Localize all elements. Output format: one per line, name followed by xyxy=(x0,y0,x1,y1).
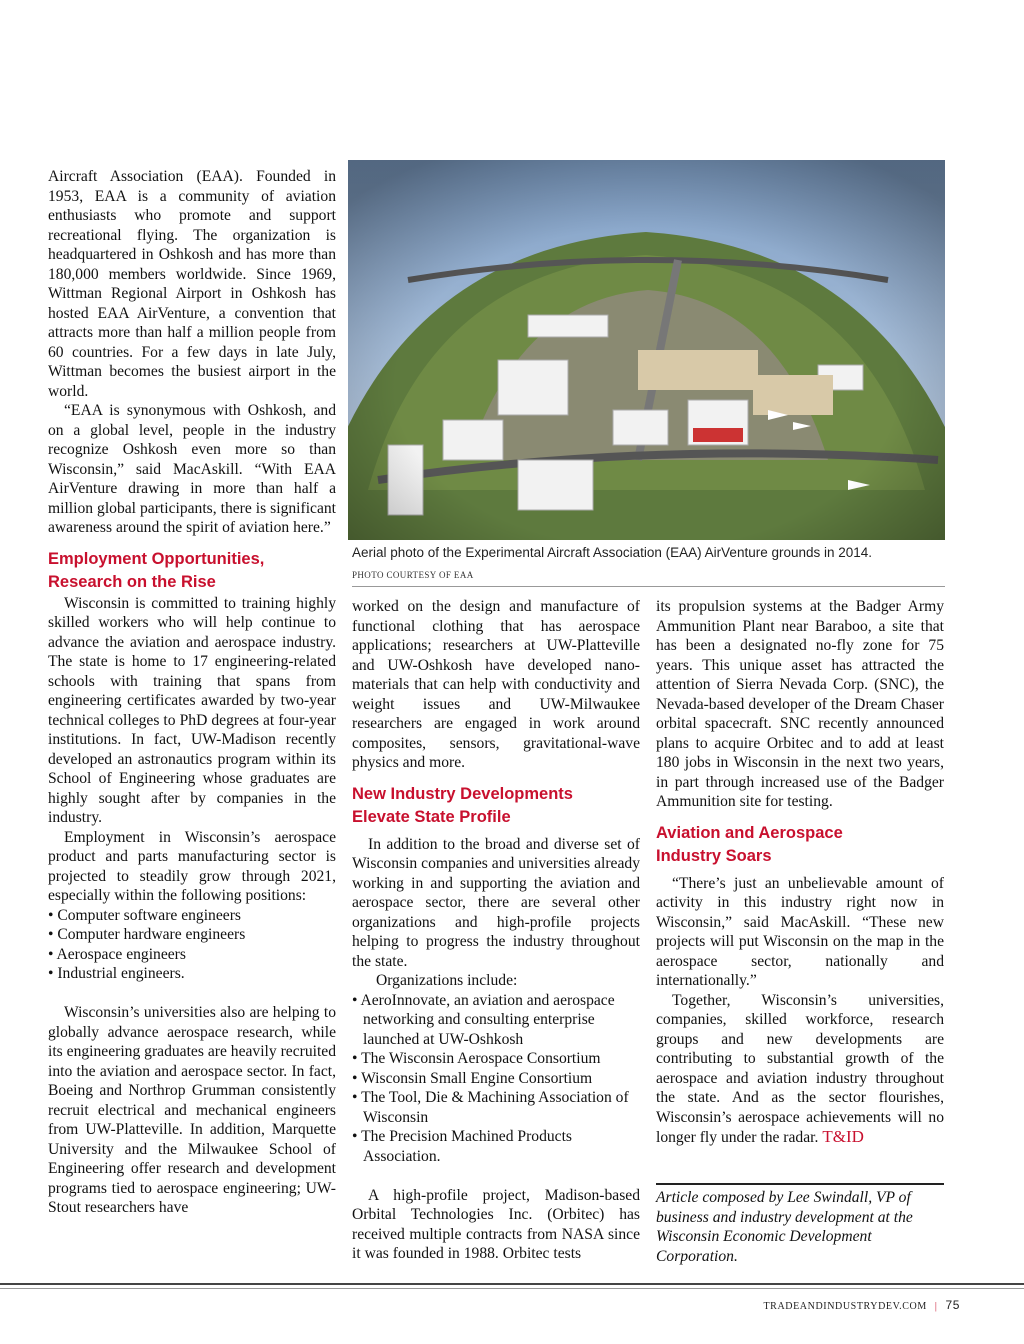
heading-line: Industry Soars xyxy=(656,846,772,865)
end-mark: T&ID xyxy=(822,1127,864,1146)
list-item: • The Precision Machined Products Association. xyxy=(352,1128,572,1165)
paragraph: Employment in Wisconsin’s aerospace product and parts manufacturing sector is projected to steadily grow through 2021, especially within the following positions: xyxy=(48,828,336,904)
list-item: • The Tool, Die & Machining Association of Wisconsin xyxy=(352,1089,629,1126)
list-item: • Industrial engineers. xyxy=(48,965,185,982)
list-item: • AeroInnovate, an aviation and aerospace networking and consulting enterprise launched at UW-Oshkosh xyxy=(352,991,615,1048)
caption-divider xyxy=(352,586,945,587)
positions-list xyxy=(48,906,336,984)
article-column-3 xyxy=(656,597,944,1148)
paragraph: Wisconsin’s universities also are helping to globally advance aerospace research, while its engineering graduates are heavily recruited into the aviation and aerospace sector. In fact, Boeing and Northrop Grumman consistently recruit electrical and mechanical engineers from UW-Platteville. In addition, Marquette University and the Milwaukee School of Engineering offer research and development programs tied to aerospace engineering; UW-Stout researchers have xyxy=(48,1004,336,1216)
paragraph: its propulsion systems at the Badger Army Ammunition Plant near Baraboo, a site that has been a designated no-fly zone for 75 years. This unique asset has attracted the attention of Sierra Nevada Corp. (SNC), the Nevada-based developer of the Dream Chaser orbital spacecraft. SNC recently announced plans to acquire Orbitec and to add at least 180 jobs in Wisconsin in the next two years, in part through increased use of the Badger Ammunition site for testing. xyxy=(656,598,944,810)
paragraph xyxy=(656,991,944,1148)
list-item: • The Wisconsin Aerospace Consortium xyxy=(352,1050,601,1067)
aerial-photo xyxy=(348,160,945,540)
section-heading-employment xyxy=(48,548,336,594)
photo-credit: PHOTO COURTESY OF EAA xyxy=(352,570,474,580)
paragraph: “There’s just an unbelievable amount of activity in this industry right now in Wisconsin,” said MacAskill. “These new projects will put Wisconsin on the map in the aerospace sector, nationally and internationally.” xyxy=(656,874,944,989)
paragraph: Organizations include: xyxy=(376,972,518,989)
paragraph-text: Together, Wisconsin’s universities, companies, skilled workforce, research groups and new developments are contributing to substantial growth of the aerospace and aviation industry throughout the state. And as the sector flourishes, Wisconsin’s aerospace achievements will no longer fly under the radar. xyxy=(656,991,944,1146)
footer-separator: | xyxy=(934,1301,938,1312)
footer-site: TRADEANDINDUSTRYDEV.COM xyxy=(763,1301,927,1312)
article-column-1 xyxy=(48,167,336,1218)
section-heading-aviation xyxy=(656,822,944,868)
page-footer xyxy=(763,1298,960,1312)
footer-rule xyxy=(0,1288,1024,1289)
list-item: • Computer hardware engineers xyxy=(48,926,246,943)
list-item: • Aerospace engineers xyxy=(48,945,186,963)
heading-line: Employment Opportunities, xyxy=(48,549,265,568)
footer-rule xyxy=(0,1283,1024,1285)
list-item: • Computer software engineers xyxy=(48,906,241,924)
paragraph: A high-profile project, Madison-based Orbital Technologies Inc. (Orbitec) has received multiple contracts from NASA since it was founded in 1988. Orbitec tests xyxy=(352,1186,640,1262)
heading-line: Research on the Rise xyxy=(48,572,216,591)
heading-line: Elevate State Profile xyxy=(352,807,511,826)
heading-line: New Industry Developments xyxy=(352,784,573,803)
paragraph: worked on the design and manufacture of functional clothing that has aerospace applications; researchers at UW-Platteville and UW-Oshkosh have developed nano-materials that can help with conductivity and weight issues and UW-Milwaukee researchers are engaged in work around composites, sensors, gravitational-wave physics and more. xyxy=(352,598,640,771)
paragraph: In addition to the broad and diverse set of Wisconsin companies and universities already working in and supporting the aviation and aerospace sector, there are several other organizations and high-profile projects helping to progress the industry throughout the state. xyxy=(352,835,640,970)
paragraph: Wisconsin is committed to training highly skilled workers who will help continue to advance the aviation and aerospace industry. The state is home to 17 engineering-related schools with training that spans from engineering certificates awarded by two-year technical colleges to PhD degrees at four-year institutions. In fact, UW-Madison recently developed an astronautics program within its School of Engineering whose graduates are highly sought after by companies in the industry. xyxy=(48,594,336,826)
author-bio: Article composed by Lee Swindall, VP of business and industry development at the Wisconsin Economic Development Corporation. xyxy=(656,1189,913,1265)
paragraph: “EAA is synonymous with Oshkosh, and on a global level, people in the industry recognize Oshkosh even more so than Wisconsin,” said MacAskill. “With EAA AirVenture drawing in more than half a million global participants, there is significant awareness around the spirit of aviation here.” xyxy=(48,402,336,536)
heading-line: Aviation and Aerospace xyxy=(656,823,843,842)
section-heading-new-developments xyxy=(352,783,640,829)
bio-divider xyxy=(656,1183,944,1185)
organizations-list xyxy=(352,991,640,1167)
photo-caption: Aerial photo of the Experimental Aircraft Association (EAA) AirVenture grounds in 2014. xyxy=(352,545,873,560)
paragraph: Aircraft Association (EAA). Founded in 1953, EAA is a community of aviation enthusiasts who promote and support recreational flying. The organization is headquartered in Oshkosh and has more than 180,000 members worldwide. Since 1969, Wittman Regional Airport in Oshkosh has hosted EAA AirVenture, a convention that attracts more than half a million people from 60 countries. For a few days in late July, Wittman becomes the busiest airport in the world. xyxy=(48,168,336,400)
list-item: • Wisconsin Small Engine Consortium xyxy=(352,1069,593,1087)
page-number: 75 xyxy=(945,1298,960,1312)
article-column-2 xyxy=(352,597,640,1264)
